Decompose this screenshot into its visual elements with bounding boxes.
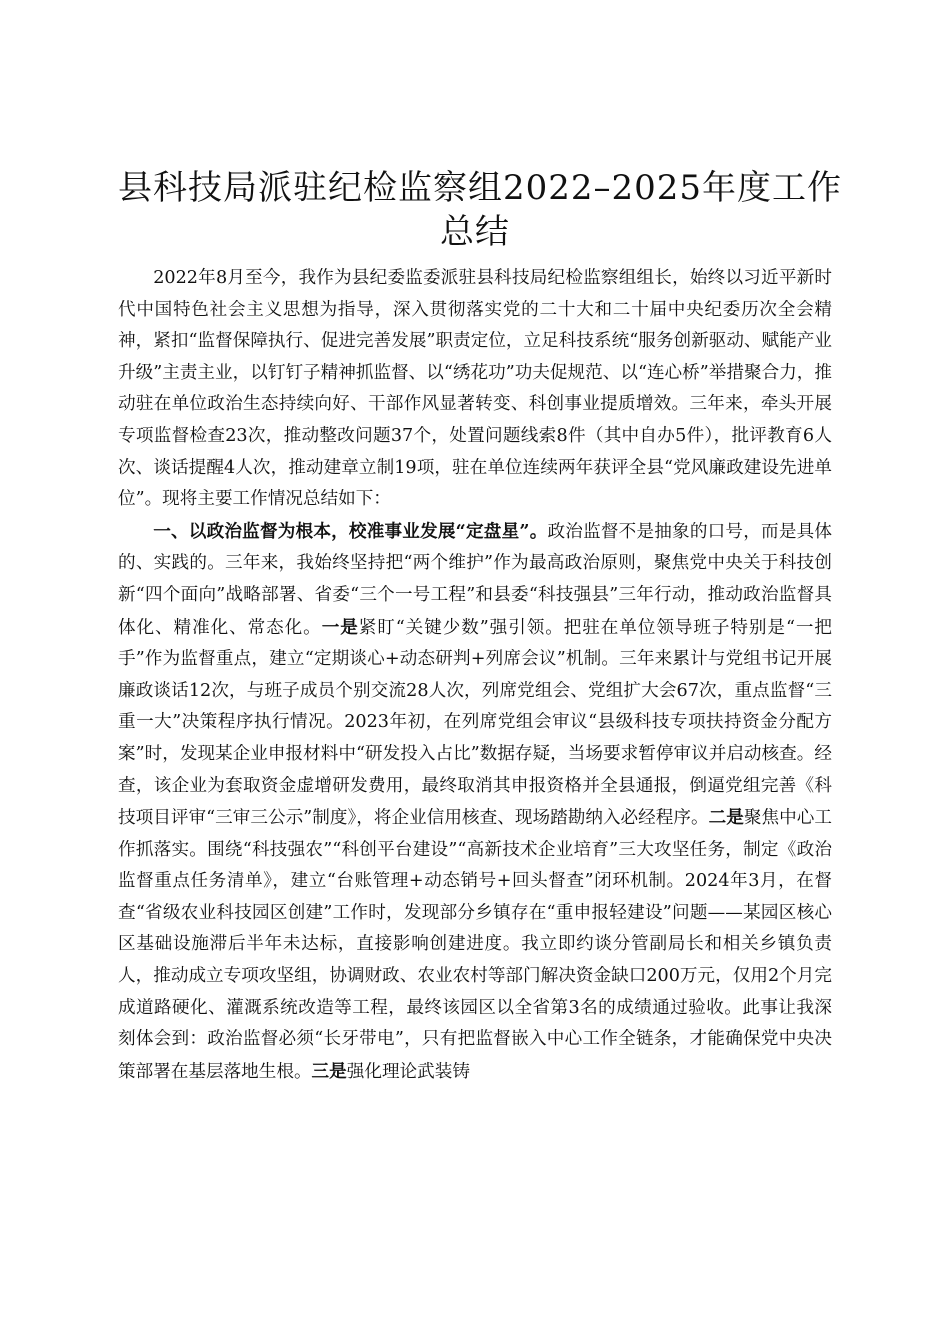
section-1-intro: 政治监督不是抽象的口号，而是具体的、实践的。三年来，我始终坚持把“两个维护”作为最高政治原则，聚焦党中央关于科技创新“四个面向”战略部署、省委“三个一号工程”和县委“科技强县”三年行动，推动政治监督具体化、精准化、常态化。 bbox=[118, 521, 832, 638]
section-1-paragraph bbox=[118, 516, 832, 1089]
point-1-text: 紧盯“关键少数”强引领。把驻在单位领导班子特别是“一把手”作为监督重点，建立“定期谈心+动态研判+列席会议”机制。三年来累计与党组书记开展廉政谈话12次，与班子成员个别交流28人次，列席党组会、党组扩大会67次，重点监督“三重一大”决策程序执行情况。2023年初，在列席党组会审议“县级科技专项扶持资金分配方案”时，发现某企业申报材料中“研发投入占比”数据存疑，当场要求暂停审议并启动核查。经查，该企业为套取资金虚增研发费用，最终取消其申报资格并全县通报，倒逼党组完善《科技项目评审“三审三公示”制度》，将企业信用核查、现场踏勘纳入必经程序。 bbox=[118, 617, 832, 829]
document-title bbox=[118, 166, 843, 254]
section-1-heading: 一、以政治监督为根本，校准事业发展“定盘星”。 bbox=[153, 520, 548, 542]
point-1-label: 一是 bbox=[321, 616, 359, 638]
intro-paragraph: 2022年8月至今，我作为县纪委监委派驻县科技局纪检监察组组长，始终以习近平新时代中国特色社会主义思想为指导，深入贯彻落实党的二十大和二十届中央纪委历次全会精神，紧扣“监督保障执行、促进完善发展”职责定位，立足科技系统“服务创新驱动、赋能产业升级”主责主业，以钉钉子精神抓监督、以“绣花功”功夫促规范、以“连心桥”举措聚合力，推动驻在单位政治生态持续向好、干部作风显著转变、科创事业提质增效。三年来，牵头开展专项监督检查23次，推动整改问题37个，处置问题线索8件（其中自办5件），批评教育6人次、谈话提醒4人次，推动建章立制19项，驻在单位连续两年获评全县“党风廉政建设先进单位”。现将主要工作情况总结如下： bbox=[118, 268, 832, 510]
point-3-label: 三是 bbox=[311, 1060, 347, 1082]
point-3-text: 强化理论武装铸 bbox=[346, 1061, 470, 1082]
document-body bbox=[118, 263, 832, 1088]
point-2-label: 二是 bbox=[708, 807, 744, 829]
point-2-text: 聚焦中心工作抓落实。围绕“科技强农”“科创平台建设”“高新技术企业培育”三大攻坚任务，制定《政治监督重点任务清单》，建立“台账管理+动态销号+回头督查”闭环机制。2024年3月，在督查“省级农业科技园区创建”工作时，发现部分乡镇存在“重申报轻建设”问题——某园区核心区基础设施滞后半年未达标，直接影响创建进度。我立即约谈分管副局长和相关乡镇负责人，推动成立专项攻坚组，协调财政、农业农村等部门解决资金缺口200万元，仅用2个月完成道路硬化、灌溉系统改造等工程，最终该园区以全省第3名的成绩通过验收。此事让我深刻体会到：政治监督必须“长牙带电”，只有把监督嵌入中心工作全链条，才能确保党中央决策部署在基层落地生根。 bbox=[118, 808, 832, 1082]
title-line-1: 县科技局派驻纪检监察组2022–2025年度工作 bbox=[118, 168, 843, 208]
title-line-2: 总结 bbox=[440, 212, 510, 252]
